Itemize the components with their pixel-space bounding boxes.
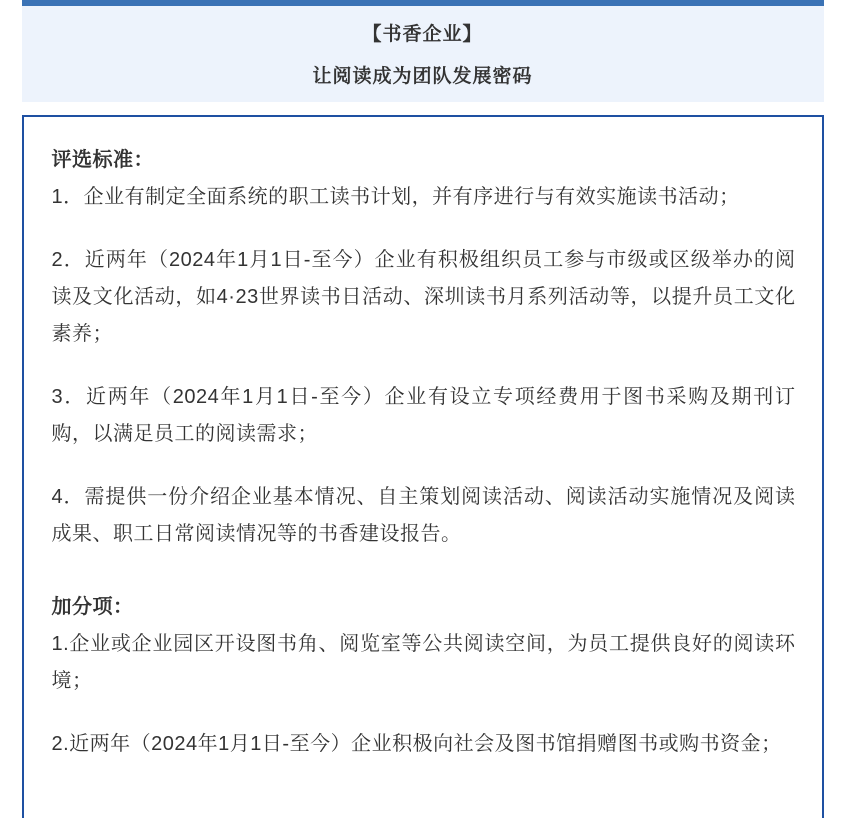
criteria-item-3: 3．近两年（2024年1月1日-至今）企业有设立专项经费用于图书采购及期刊订购，以满足员工的阅读需求； <box>51 386 796 445</box>
criteria-section-heading: 评选标准： <box>51 149 154 171</box>
bonus-section-heading: 加分项： <box>51 596 134 618</box>
bonus-item-1: 1.企业或企业园区开设图书角、阅览室等公共阅读空间，为员工提供良好的阅读环境； <box>51 633 796 692</box>
header-box-gap <box>22 102 824 115</box>
article-subtitle: 让阅读成为团队发展密码 <box>312 66 533 87</box>
article-header <box>22 6 824 102</box>
content-column <box>22 0 824 818</box>
criteria-box <box>22 115 824 818</box>
criteria-item-2: 2．近两年（2024年1月1日-至今）企业有积极组织员工参与市级或区级举办的阅读及文化活动，如4·23世界读书日活动、深圳读书月系列活动等，以提升员工文化素养； <box>51 249 796 345</box>
bonus-item-2: 2.近两年（2024年1月1日-至今）企业积极向社会及图书馆捐赠图书或购书资金； <box>51 733 782 755</box>
criteria-item-4: 4．需提供一份介绍企业基本情况、自主策划阅读活动、阅读活动实施情况及阅读成果、职工日常阅读情况等的书香建设报告。 <box>51 486 796 545</box>
article-title: 【书香企业】 <box>362 24 483 45</box>
criteria-item-1: 1．企业有制定全面系统的职工读书计划，并有序进行与有效实施读书活动； <box>51 186 740 208</box>
